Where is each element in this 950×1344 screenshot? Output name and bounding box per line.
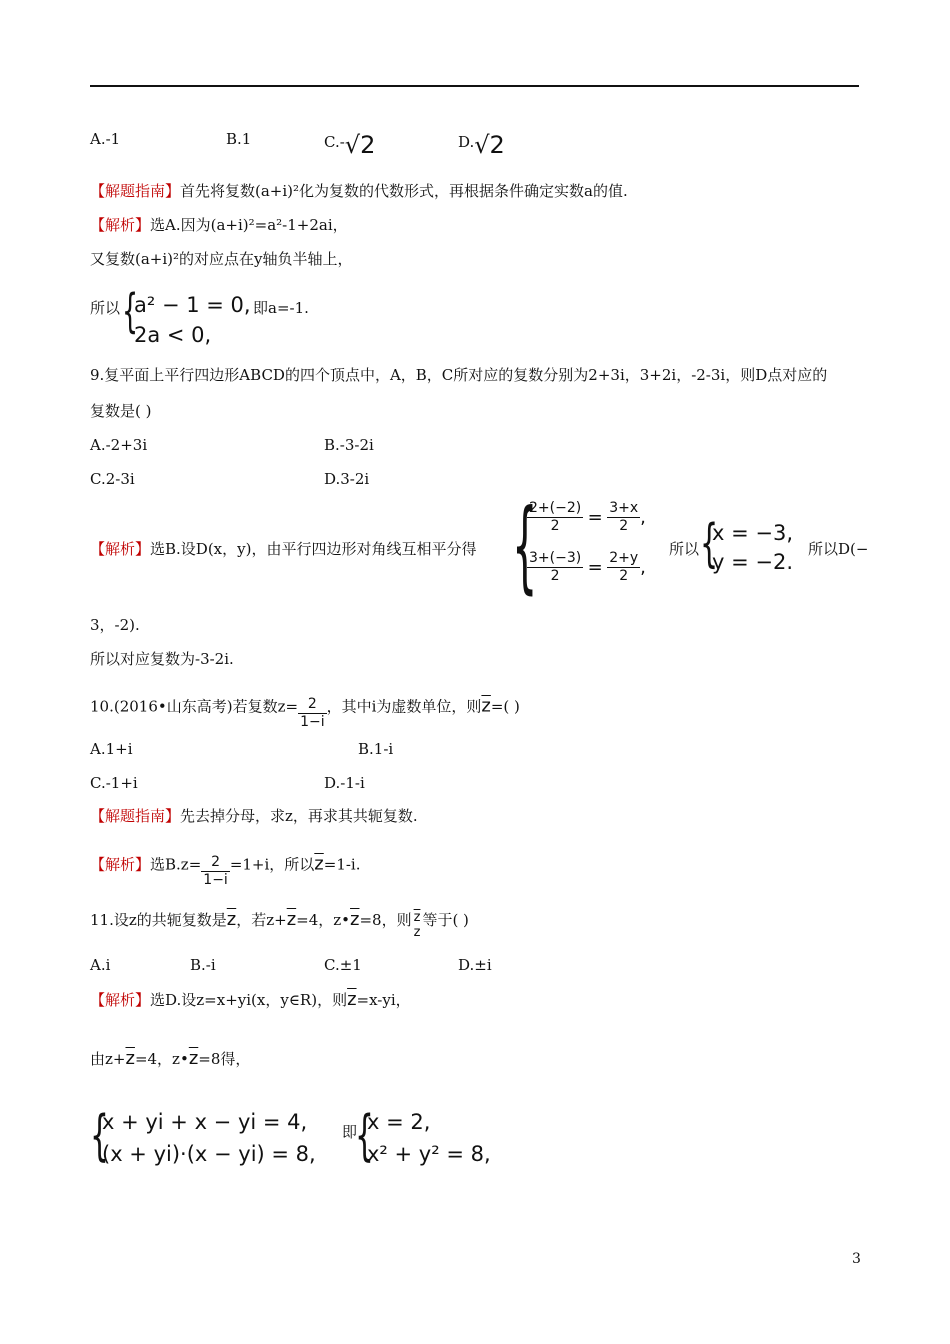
q9-option-a: A.-2+3i bbox=[90, 436, 148, 454]
q11-result-brace: { bbox=[355, 1104, 374, 1167]
q8-so-label: 所以 bbox=[90, 299, 121, 317]
q8-hint: 【解题指南】首先将复数(a+i)²化为复数的代数形式，再根据条件确定实数a的值. bbox=[90, 182, 628, 200]
q9-equation-1: $\frac{2+(-2)}{2}$ = $\frac{3+x}{2}$ , bbox=[529, 500, 646, 534]
q9-solution-cont: 3，-2). bbox=[90, 616, 140, 634]
q9-option-d: D.3-2i bbox=[324, 470, 370, 488]
q8-solution: 【解析】选A.因为(a+i)²=a²-1+2ai， bbox=[90, 216, 348, 234]
q11-option-b: B.-i bbox=[190, 956, 216, 974]
header-rule bbox=[90, 85, 859, 87]
q11-solution: 【解析】选D.设z=x+yi(x，y∈R)，则$\overline{z}=x-yi$， bbox=[90, 989, 411, 1010]
q8-option-c: C.-√2 bbox=[324, 131, 376, 159]
q10-stem: 10.(2016•山东高考)若复数z= $\frac{2}{1-i}$ ，其中i为虚数单位，则$\overline{z}=$( ) bbox=[90, 695, 520, 730]
q11-result: x = 2, x² + y² = 8, bbox=[367, 1110, 491, 1166]
q11-option-a: A.i bbox=[90, 956, 111, 974]
q8-answer: 即a=-1. bbox=[253, 299, 309, 317]
q8-solution-line2: 又复数(a+i)²的对应点在y轴负半轴上， bbox=[90, 250, 353, 268]
q11-option-c: C.±1 bbox=[324, 956, 362, 974]
q11-ji-label: 即 bbox=[342, 1123, 358, 1141]
q10-hint: 【解题指南】先去掉分母，求z，再求其共轭复数. bbox=[90, 807, 418, 825]
q9-stem-line2: 复数是( ) bbox=[90, 402, 152, 420]
q9-system-brace: { bbox=[512, 487, 538, 604]
q10-option-c: C.-1+i bbox=[90, 774, 138, 792]
q9-conclusion: 所以对应复数为-3-2i. bbox=[90, 650, 234, 668]
q8-option-d: D.√2 bbox=[458, 131, 505, 159]
q9-solution: 【解析】选B.设D(x，y)，由平行四边形对角线互相平分得 bbox=[90, 540, 477, 558]
q9-result-brace: { bbox=[700, 514, 719, 574]
q10-option-a: A.1+i bbox=[90, 740, 133, 758]
q10-option-b: B.1-i bbox=[358, 740, 394, 758]
q9-stem-line1: 9.复平面上平行四边形ABCD的四个顶点中，A，B，C所对应的复数分别为2+3i，3+2i，-2-3i，则D点对应的 bbox=[90, 366, 828, 384]
q8-system-brace: { bbox=[122, 284, 139, 338]
q9-tail: 所以D(− bbox=[808, 540, 869, 558]
q9-equation-2: $\frac{3+(-3)}{2}$ = $\frac{2+y}{2}$ , bbox=[529, 550, 646, 584]
q8-option-a: A.-1 bbox=[90, 130, 121, 148]
q10-solution: 【解析】选B.z= $\frac{2}{1-i}$ =1+i，所以$\overline{z}=1-i$. bbox=[90, 853, 361, 888]
q11-option-d: D.±i bbox=[458, 956, 492, 974]
q11-solution-line2: 由$z+\overline{z}=4$，$z•\overline{z}=8$得， bbox=[90, 1048, 251, 1069]
q11-stem: 11.设z的共轭复数是$\overline{z}$，若$z+\overline{z}=4$，$z•\overline{z}=8$，则 $\overline{z}$ z 等于( ) bbox=[90, 909, 469, 940]
page-number: 3 bbox=[852, 1251, 861, 1267]
q11-system: x + yi + x − yi = 4, (x + yi)·(x − yi) = 8, bbox=[102, 1110, 316, 1166]
q9-result: x = −3, y = −2. bbox=[712, 521, 794, 574]
q8-system: a² − 1 = 0, 2a < 0, bbox=[134, 293, 251, 347]
q9-so-label: 所以 bbox=[669, 540, 700, 558]
q9-option-c: C.2-3i bbox=[90, 470, 135, 488]
q11-system-brace: { bbox=[90, 1104, 109, 1167]
q8-option-b: B.1 bbox=[226, 130, 252, 148]
q9-option-b: B.-3-2i bbox=[324, 436, 374, 454]
q10-option-d: D.-1-i bbox=[324, 774, 365, 792]
